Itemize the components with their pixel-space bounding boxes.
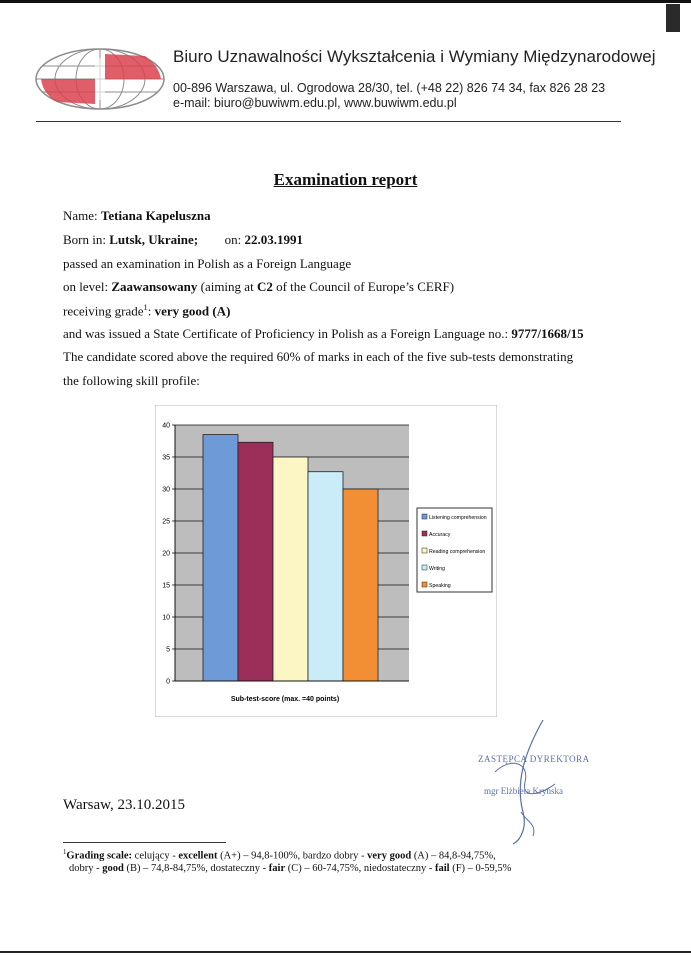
legend-label: Writing: [429, 566, 446, 572]
level-value: Zaawansowany: [111, 279, 198, 294]
y-tick-label: 30: [162, 486, 170, 494]
bar-reading-comprehension: [273, 457, 308, 681]
signature-icon: [455, 712, 605, 847]
signature-name: mgr Elżbieta Kryńska: [484, 786, 563, 796]
page-title: Examination report: [273, 170, 418, 189]
y-tick-label: 20: [162, 550, 170, 558]
on-label: on:: [224, 232, 242, 247]
grade-label: receiving grade: [63, 303, 144, 319]
level-label: on level:: [63, 279, 109, 294]
grade-f-range: (F) – 0-59,5%: [452, 863, 512, 874]
born-value: Lutsk, Ukraine;: [109, 232, 199, 247]
grade-excellent: excellent: [178, 850, 218, 862]
footnote-line-1: [63, 849, 496, 862]
born-label: Born in:: [63, 232, 106, 247]
legend-label: Reading comprehension: [429, 549, 486, 555]
legend-swatch: [422, 565, 427, 570]
y-tick-label: 5: [166, 646, 170, 654]
grade-colon: :: [147, 303, 152, 319]
scan-corner-mark: [666, 4, 680, 32]
legend-swatch: [422, 548, 427, 553]
org-address: 00-896 Warszawa, ul. Ogrodowa 28/30, tel. (+48 22) 826 74 34, fax 826 28 23: [173, 81, 606, 95]
buwiwm-logo-icon: [33, 44, 167, 114]
grade-good: good: [102, 863, 124, 874]
y-tick-label: 0: [166, 678, 170, 686]
score-line-2: the following skill profile:: [63, 373, 200, 388]
y-tick-label: 15: [162, 582, 170, 590]
certificate-number: 9777/1668/15: [511, 326, 584, 341]
passed-line: passed an examination in Polish as a Foreign Language: [63, 256, 352, 271]
bottom-border: [0, 951, 691, 953]
y-tick-label: 40: [162, 422, 170, 430]
footnote-marker: 1: [63, 849, 67, 856]
grade-b-range: (B) – 74,8-84,75%, dostateczny -: [126, 863, 267, 874]
grade-line: [63, 302, 230, 319]
y-tick-label: 10: [162, 614, 170, 622]
level-line: [63, 279, 454, 295]
legend-swatch: [422, 514, 427, 519]
certificate-text: and was issued a State Certificate of Proficiency in Polish as a Foreign Language no.:: [63, 326, 509, 341]
born-line: [63, 232, 303, 248]
bar-listening-comprehension: [203, 435, 238, 681]
signature-title: ZASTĘPCA DYREKTORA: [478, 754, 590, 764]
header-divider: [36, 121, 621, 122]
top-border: [0, 0, 691, 3]
name-line: [63, 208, 211, 224]
grade-fair: fair: [268, 863, 286, 874]
skill-profile-chart: [155, 405, 497, 717]
y-tick-label: 35: [162, 454, 170, 462]
footnote-divider: [63, 842, 226, 843]
grade-dobry: dobry -: [69, 863, 100, 874]
grading-scale-label: Grading scale:: [66, 850, 133, 862]
grade-a-plus-range: (A+) – 94,8-100%, bardzo dobry -: [220, 850, 365, 862]
grade-footnote-marker: 1: [143, 302, 148, 312]
grade-a-range: (A) – 84,8-94,75%,: [413, 850, 496, 862]
org-name: Biuro Uznawalności Wykształcenia i Wymiany Międzynarodowej: [173, 47, 656, 66]
org-email-line: e-mail: biuro@buwiwm.edu.pl, www.buwiwm.edu.pl: [173, 96, 457, 110]
legend-swatch: [422, 531, 427, 536]
score-line-1: The candidate scored above the required 60% of marks in each of the five sub-tests demonstrating: [63, 349, 574, 364]
grade-c-range: (C) – 60-74,75%, niedostateczny -: [287, 863, 433, 874]
level-code: C2: [256, 279, 273, 294]
grade-value: very good (A): [154, 303, 231, 319]
grade-fail: fail: [435, 863, 450, 874]
grade-very-good: very good: [367, 850, 412, 862]
place-date: Warsaw, 23.10.2015: [63, 797, 185, 813]
footnote-line-2: [69, 863, 511, 874]
aiming-post: of the Council of Europe’s CERF): [276, 279, 455, 294]
name-label: Name:: [63, 208, 98, 223]
x-axis-label: Sub-test-score (max. =40 points): [230, 696, 340, 703]
name-value: Tetiana Kapeluszna: [100, 208, 211, 223]
dob-value: 22.03.1991: [244, 232, 303, 247]
bar-speaking: [343, 489, 378, 681]
legend-label: Accuracy: [429, 532, 451, 538]
certificate-line: [63, 326, 584, 342]
legend-label: Speaking: [429, 583, 451, 589]
aiming-pre: (aiming at: [200, 279, 254, 294]
bar-accuracy: [238, 442, 273, 681]
y-tick-label: 25: [162, 518, 170, 526]
bar-writing: [308, 472, 343, 681]
legend-swatch: [422, 582, 427, 587]
legend-label: Listening comprehension: [429, 515, 487, 521]
grade-celujacy: celujący -: [134, 850, 176, 862]
